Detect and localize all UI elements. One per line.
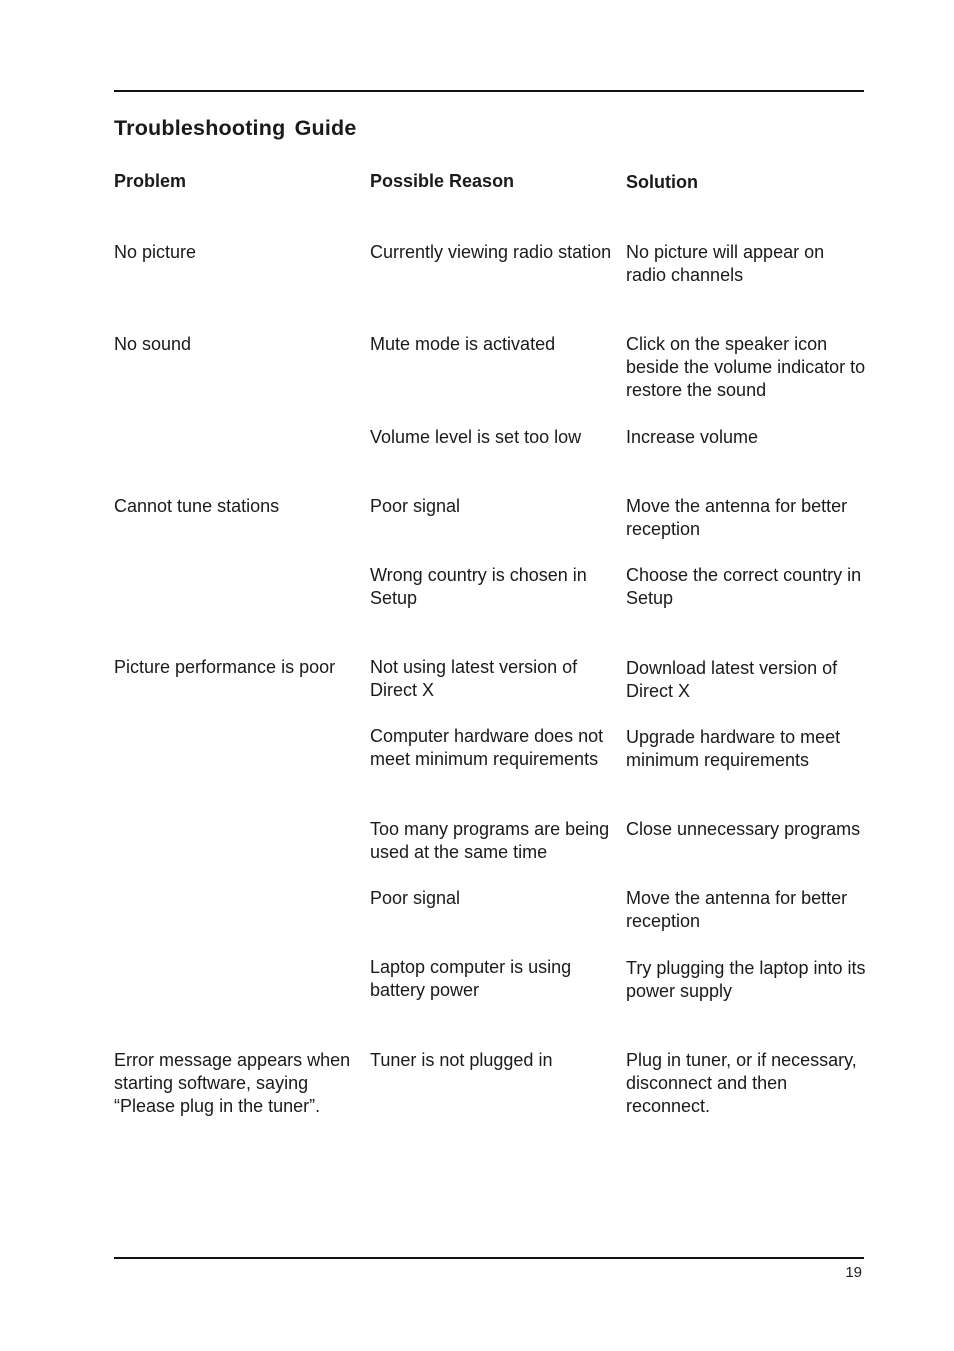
row-solution: Increase volume <box>626 427 759 447</box>
row-solution: Move the antenna for better reception <box>626 496 848 540</box>
row-solution: Close unnecessary programs <box>626 819 861 839</box>
row-reason: Wrong country is chosen in Setup <box>370 565 587 609</box>
row-solution: Download latest version of Direct X <box>626 658 838 702</box>
row-problem: Cannot tune stations <box>114 496 280 516</box>
row-reason: Laptop computer is using battery power <box>370 957 572 1001</box>
header-solution: Solution <box>626 172 698 192</box>
row-reason: Too many programs are being used at the same time <box>370 819 610 863</box>
row-reason: Tuner is not plugged in <box>370 1050 553 1070</box>
page-number: 19 <box>845 1264 862 1281</box>
row-solution: Try plugging the laptop into its power supply <box>626 958 866 1002</box>
page-title: Troubleshooting Guide <box>114 116 357 140</box>
row-reason: Not using latest version of Direct X <box>370 657 578 701</box>
row-reason: Computer hardware does not meet minimum requirements <box>370 726 604 770</box>
row-solution: Upgrade hardware to meet minimum requirements <box>626 727 841 771</box>
row-solution: Move the antenna for better reception <box>626 888 848 932</box>
row-reason: Volume level is set too low <box>370 427 582 447</box>
row-problem: No picture <box>114 242 197 262</box>
row-solution: Plug in tuner, or if necessary, disconnect and then reconnect. <box>626 1050 857 1117</box>
header-possible-reason: Possible Reason <box>370 171 515 191</box>
row-solution: Click on the speaker icon beside the volume indicator to restore the sound <box>626 334 866 401</box>
row-solution: No picture will appear on radio channels <box>626 242 825 286</box>
row-reason: Mute mode is activated <box>370 334 556 354</box>
row-problem: Picture performance is poor <box>114 657 336 677</box>
row-solution: Choose the correct country in Setup <box>626 565 862 609</box>
row-problem: Error message appears when starting software, saying “Please plug in the tuner”. <box>114 1050 351 1117</box>
header-problem: Problem <box>114 171 187 191</box>
row-reason: Currently viewing radio station <box>370 242 612 262</box>
top-rule <box>114 90 864 92</box>
row-reason: Poor signal <box>370 496 461 516</box>
bottom-rule <box>114 1257 864 1259</box>
row-reason: Poor signal <box>370 888 461 908</box>
row-problem: No sound <box>114 334 192 354</box>
